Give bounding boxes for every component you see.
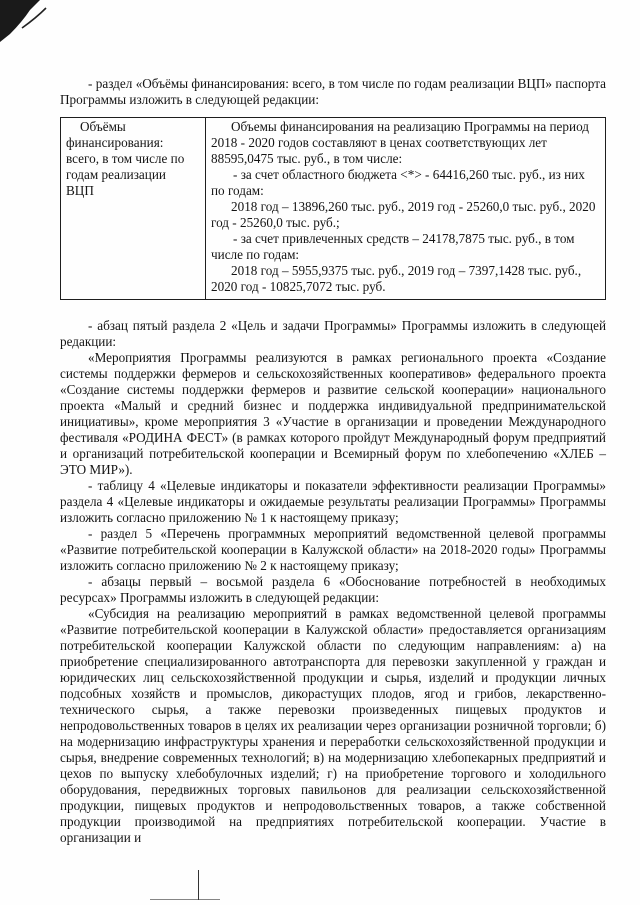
body-paragraph: - таблицу 4 «Целевые индикаторы и показатели эффективности реализации Программы» раздела 4 «Целевые индикаторы и ожидаемые результаты реализации Программы» Программы изложить согласно приложению № 1 к настоящему приказу; [60, 478, 606, 525]
body-paragraph: - раздел 5 «Перечень программных мероприятий ведомственной целевой программы «Развитие потребительской кооперации в Калужской области» на 2018-2020 годы» Программы изложить согласно приложению № 2 к настоящему приказу; [60, 526, 606, 573]
funding-regional-budget: - за счет областного бюджета <*> - 64416,260 тыс. руб., из них по годам: [211, 167, 585, 198]
funding-table-value-cell [206, 118, 606, 300]
funding-table [60, 117, 606, 300]
label-line: годам реализации [66, 167, 166, 182]
funding-attracted: - за счет привлеченных средств – 24178,7875 тыс. руб., в том числе по годам: [211, 231, 575, 262]
funding-table-label-cell [61, 118, 206, 300]
document-page [60, 76, 606, 846]
scan-corner-mark [0, 0, 80, 60]
body-paragraph: - абзац пятый раздела 2 «Цель и задачи Программы» Программы изложить в следующей редакции: [60, 318, 606, 349]
label-line: финансирования: [66, 135, 164, 150]
intro-paragraph: - раздел «Объёмы финансирования: всего, в том числе по годам реализации ВЦП» паспорта Программы изложить в следующей редакции: [60, 76, 606, 107]
label-line: Объёмы [80, 119, 126, 134]
funding-regional-by-year: 2018 год – 13896,260 тыс. руб., 2019 год - 25260,0 тыс. руб., 2020 год - 25260,0 тыс. руб.; [211, 199, 596, 230]
label-line: ВЦП [66, 183, 94, 198]
scan-edge-mark [150, 899, 220, 900]
body-paragraph: «Мероприятия Программы реализуются в рамках регионального проекта «Создание системы поддержки фермеров и сельскохозяйственных кооперативов» федерального проекта «Создание системы поддержки фермеров и развитие сельской кооперации» национального проекта «Малый и средний бизнес и поддержка индивидуальной предпринимательской инициативы», кроме мероприятия 3 «Участие в организации и проведении Международного фестиваля «РОДИНА ФЕСТ» (в рамках которого пройдут Международный форум предприятий и организаций потребительской кооперации и Всемирный форум по хлебопечению «ХЛЕБ – ЭТО МИР»). [60, 350, 606, 477]
scan-edge-mark [198, 870, 199, 900]
body-paragraph: «Субсидия на реализацию мероприятий в рамках ведомственной целевой программы «Развитие потребительской кооперации в Калужской области» предоставляется организациям потребительской кооперации Калужской области по следующим направлениям: а) на приобретение специализированного автотранспорта для перевозки закупленной у граждан и юридических лиц сельскохозяйственной продукции и сырья, изделий и продукции личных подсобных хозяйств и промыслов, дикорастущих плодов, ягод и грибов, лекарственно-технического сырья, а также перевозки произведенных пищевых продуктов и непродовольственных товаров в целях их реализации через организации розничной торговли; б) на модернизацию инфраструктуры хранения и переработки сельскохозяйственной продукции и сырья, внедрение современных технологий; в) на модернизацию хлебопекарных предприятий и цехов по выпуску хлебобулочных изделий; г) на приобретение торгового и холодильного оборудования, передвижных торговых павильонов для реализации сельскохозяйственной продукции, пищевых продуктов и непродовольственных товаров, а также собственной продукции производимой на предприятиях потребительской кооперации. Участие в организации и [60, 606, 606, 845]
funding-attracted-by-year: 2018 год – 5955,9375 тыс. руб., 2019 год – 7397,1428 тыс. руб., 2020 год - 10825,7072 тыс. руб. [211, 263, 582, 294]
funding-total: Объемы финансирования на реализацию Программы на период 2018 - 2020 годов составляют в ценах соответствующих лет 88595,0475 тыс. руб., в том числе: [211, 119, 589, 166]
label-line: всего, в том числе по [66, 151, 185, 166]
body-paragraph: - абзацы первый – восьмой раздела 6 «Обоснование потребностей в необходимых ресурсах» Программы изложить в следующей редакции: [60, 574, 606, 605]
